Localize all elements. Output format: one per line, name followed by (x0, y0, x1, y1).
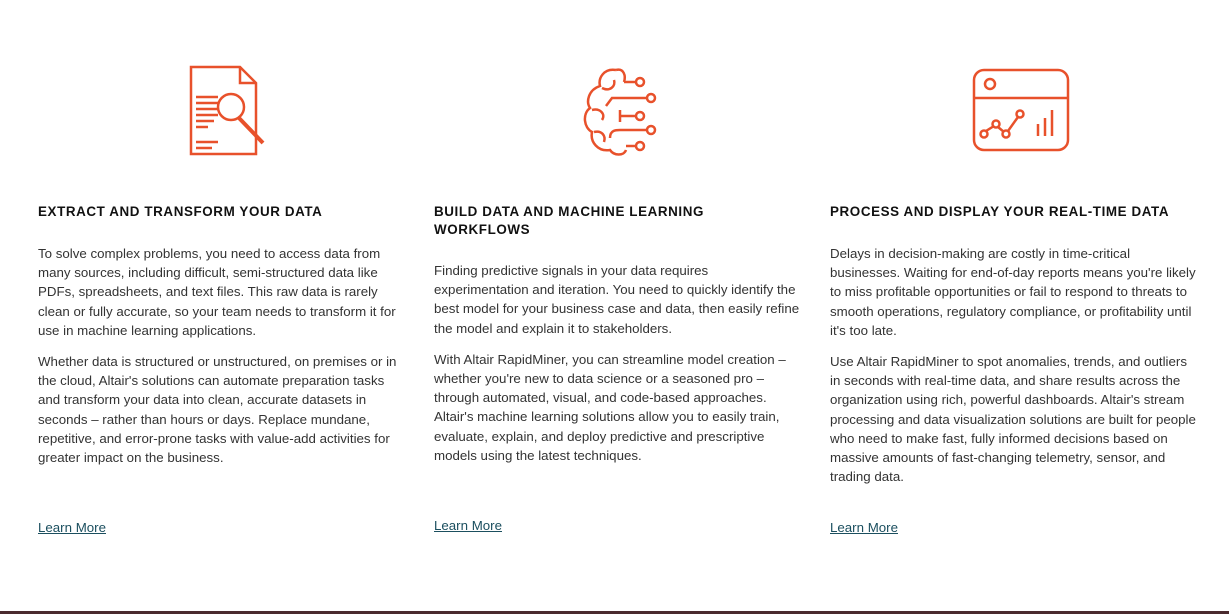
brain-circuit-icon (580, 62, 680, 162)
document-search-icon (188, 62, 288, 162)
feature-heading: EXTRACT AND TRANSFORM YOUR DATA (38, 204, 323, 219)
learn-more-link[interactable]: Learn More (434, 518, 502, 533)
paragraph: Finding predictive signals in your data requires experimentation and iteration. You need to quickly identify the best model for your business case and data, then easily refine the model and explain it to stakeholders. (434, 263, 800, 336)
feature-description (38, 244, 406, 479)
paragraph: Whether data is structured or unstructured, on premises or in the cloud, Altair's solutions can automate preparation tasks and transform your data into clean, accurate datasets in seconds – rather than hours or days. Replace mundane, repetitive, and error-prone tasks with value-add activities for greater impact on the business. (38, 354, 397, 466)
learn-more-link[interactable]: Learn More (38, 520, 106, 535)
paragraph: To solve complex problems, you need to access data from many sources, including difficult, semi-structured data like PDFs, spreadsheets, and text files. This raw data is rarely clean or fully accurate, so your team needs to transform it for use in machine learning applications. (38, 246, 396, 338)
feature-heading: PROCESS AND DISPLAY YOUR REAL-TIME DATA (830, 204, 1170, 219)
paragraph: Use Altair RapidMiner to spot anomalies, trends, and outliers in seconds with real-time data, and share results across the organization using rich, powerful dashboards. Altair's stream processing and data visualization solutions are built for people who need to make fast, fully informed decisions based on massive amounts of fast-changing telemetry, sensor, and trading data. (830, 354, 1196, 485)
paragraph: Delays in decision-making are costly in time-critical businesses. Waiting for end-of-day reports means you're likely to miss profitable opportunities or fail to respond to threats to smooth operations, regulatory compliance, or profitability until it's too late. (830, 246, 1196, 338)
feature-heading: BUILD DATA AND MACHINE LEARNING WORKFLOWS (434, 204, 705, 237)
feature-description (830, 244, 1198, 498)
paragraph: With Altair RapidMiner, you can streamline model creation – whether you're new to data science or a seasoned pro – through automated, visual, and code-based approaches. Altair's machine learning solutions allow you to easily train, evaluate, explain, and deploy predictive and prescriptive models using the latest techniques. (434, 351, 786, 463)
learn-more-link[interactable]: Learn More (830, 520, 898, 535)
feature-description (434, 261, 802, 477)
dashboard-chart-icon (970, 66, 1072, 156)
